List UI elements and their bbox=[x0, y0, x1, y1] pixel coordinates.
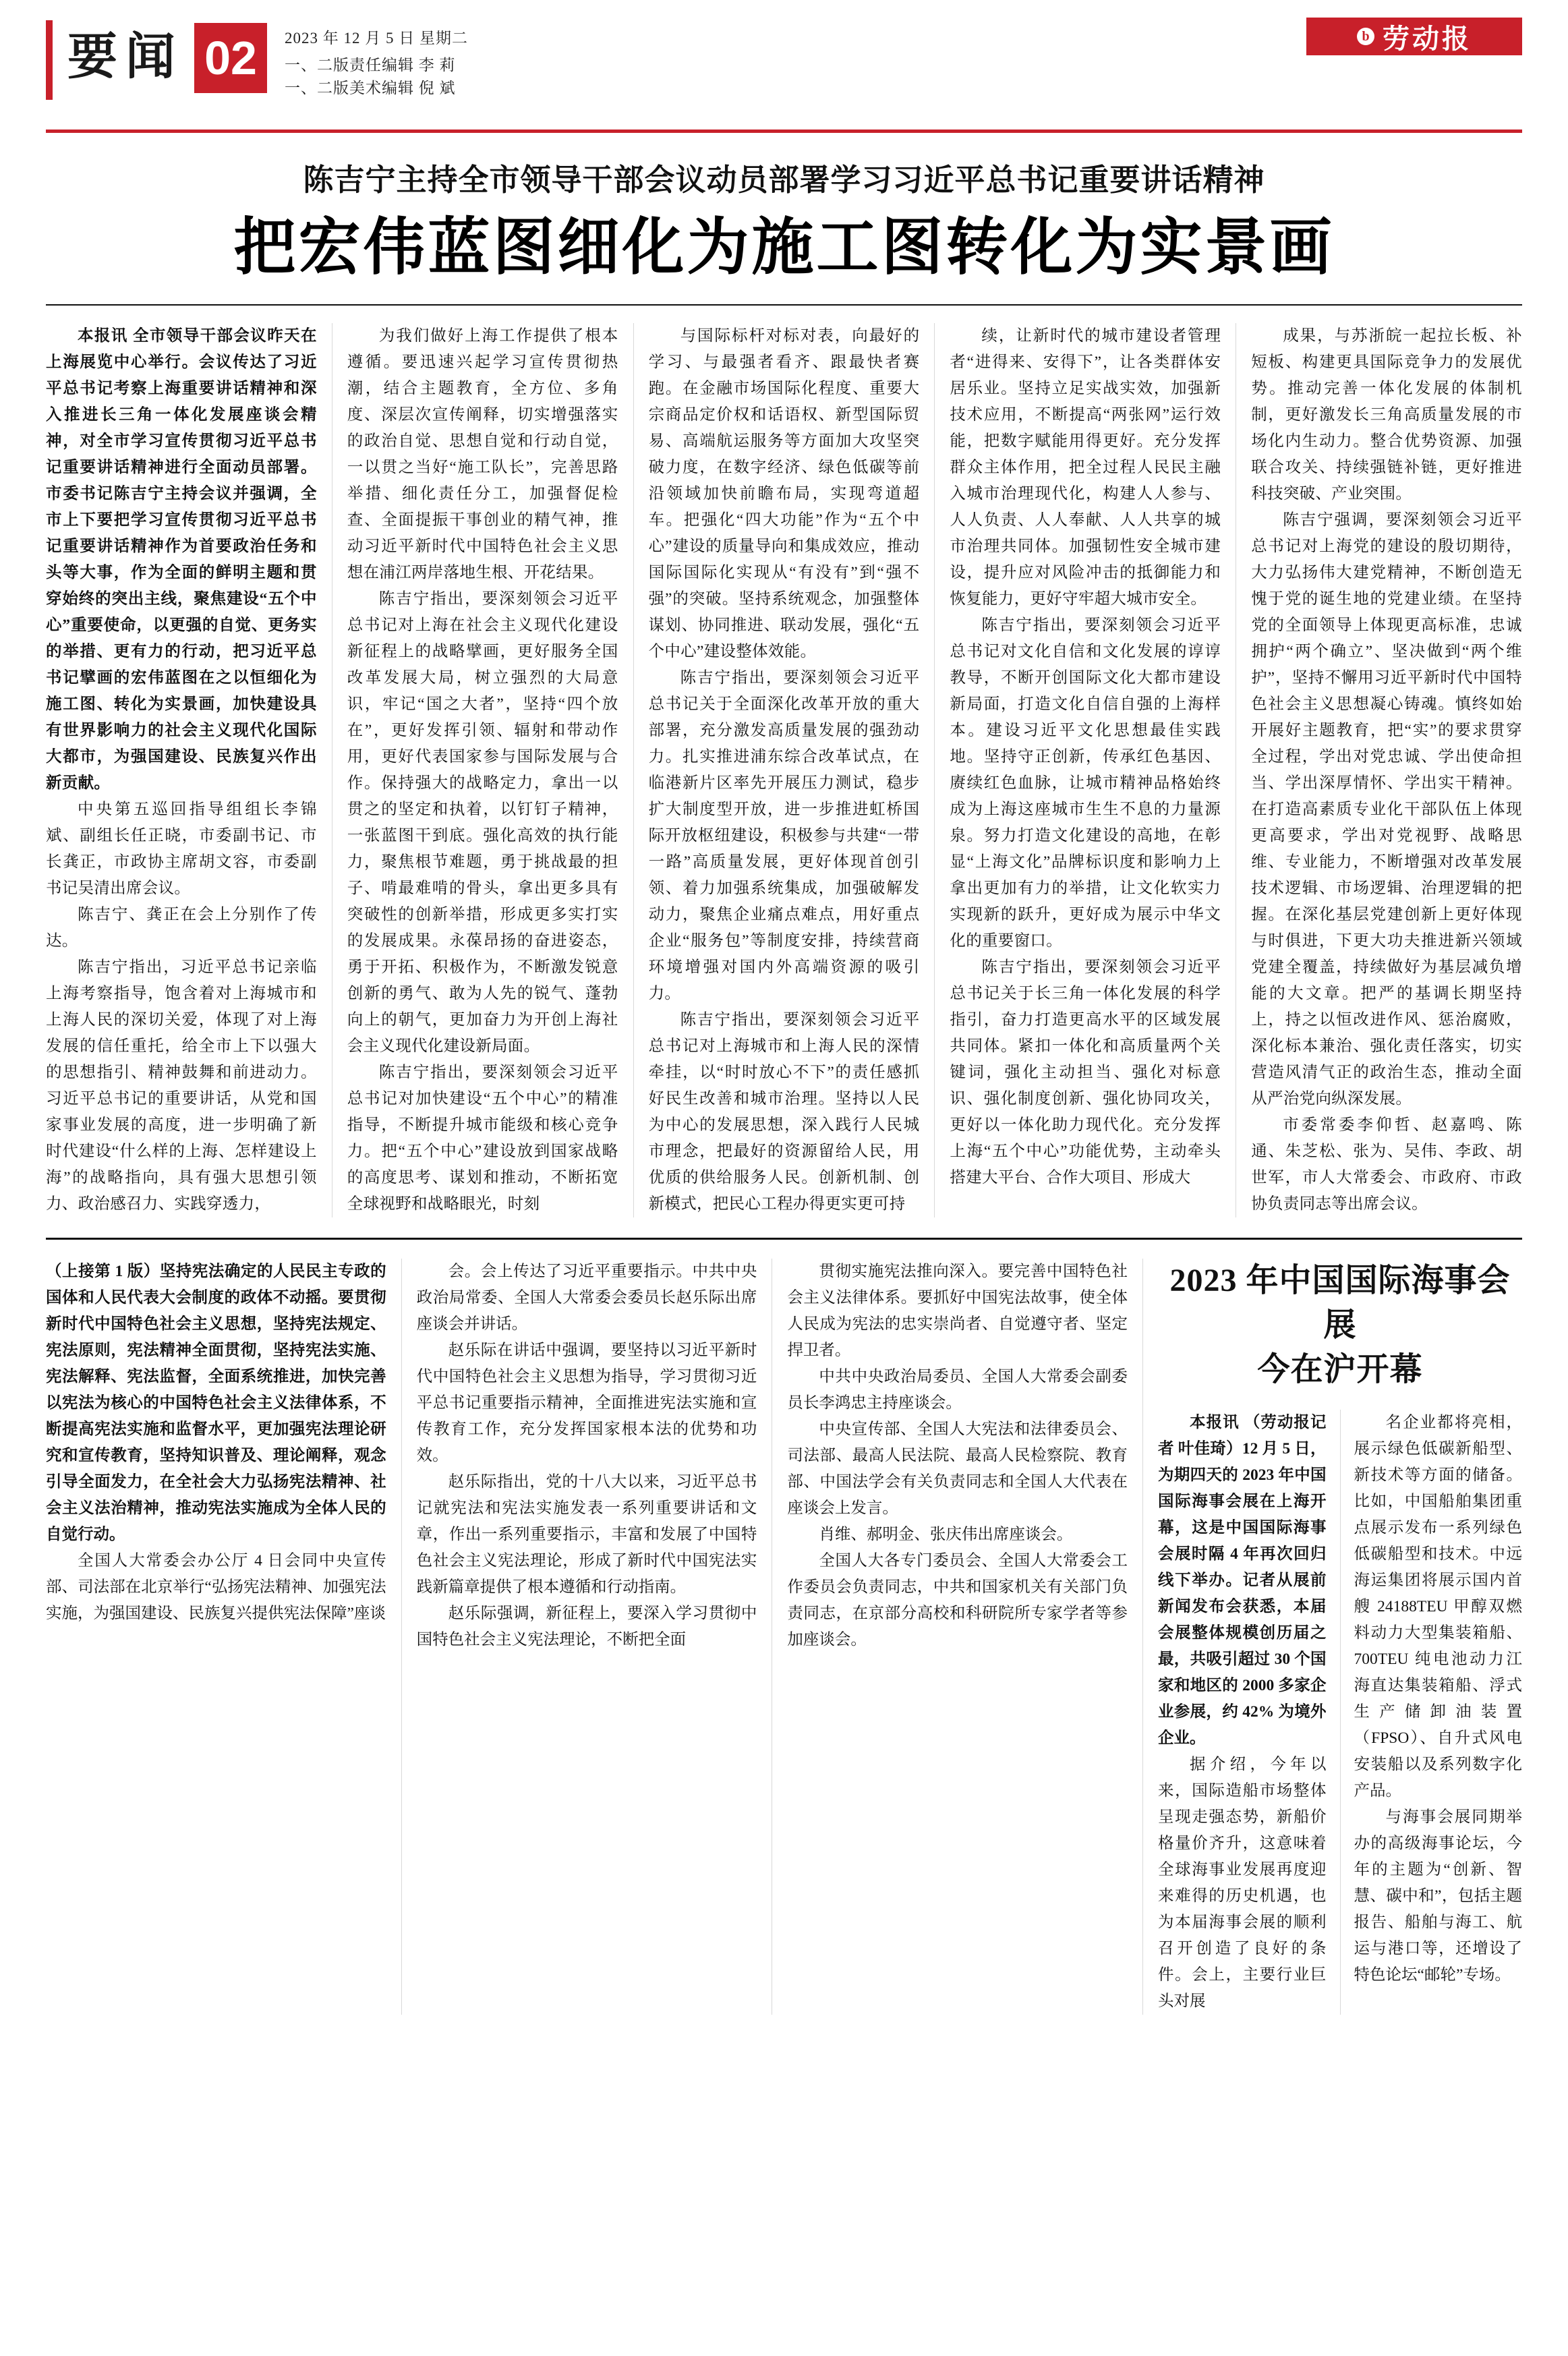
publication-date: 2023 年 12 月 5 日 星期二 bbox=[285, 30, 468, 47]
paragraph: 与国际标杆对标对表，向最好的学习、与最强者看齐、跟最快者赛跑。在金融市场国际化程度、重要大宗商品定价权和话语权、新型国际贸易、高端航运服务等方面加大攻坚突破力度，在数字经济、绿色低碳等前沿领域加快前瞻布局，实现弯道超车。把强化“四大功能”作为“五个中心”建设的质量导向和集成效应，推动国际国际化实现从“有没有”到“强不强”的突破。坚持系统观念，加强整体谋划、协同推进、联动发展，强化“五个中心”建设整体效能。 bbox=[648, 327, 920, 660]
paragraph: 为我们做好上海工作提供了根本遵循。要迅速兴起学习宣传贯彻热潮，结合主题教育，全方位、多角度、深层次宣传阐释，切实增强落实的政治自觉、思想自觉和行动自觉，一以贯之当好“施工队长”，完善思路举措、细化责任分工，加强督促检查、全面提振干事创业的精气神，推动习近平新时代中国特色社会主义思想在浦江两岸落地生根、开花结果。 bbox=[347, 327, 618, 581]
continuation-column bbox=[46, 1259, 402, 2015]
logo-text: 劳动报 bbox=[1383, 23, 1472, 54]
paragraph: 赵乐际强调，新征程上，要深入学习贯彻中国特色社会主义宪法理论，不断把全面 bbox=[416, 1605, 757, 1648]
paragraph: 陈吉宁指出，要深刻领会习近平总书记对文化自信和文化发展的谆谆教导，不断开创国际文化大都市建设新局面，打造文化自信自强的上海样本。建设习近平文化思想最佳实践地。坚持守正创新，传承红色基因、赓续红色血脉，让城市精神品格始终成为上海这座城市生生不息的力量源泉。努力打造文化建设的高地，在彰显“上海文化”品牌标识度和影响力上拿出更加有力的举措，让文化软实力实现新的跃升，更好成为展示中华文化的重要窗口。 bbox=[950, 616, 1221, 950]
paragraph: 全国人大常委会办公厅 4 日会同中央宣传部、司法部在北京举行“弘扬宪法精神、加强宪法实施，为强国建设、民族复兴提供宪法保障”座谈 bbox=[46, 1552, 386, 1622]
art-editor: 一、二版美术编辑 倪 斌 bbox=[285, 80, 456, 96]
paragraph: 陈吉宁指出，习近平总书记亲临上海考察指导，饱含着对上海城市和上海人民的深切关爱，体现了对上海发展的信任重托，给全市上下以强大的思想指引、精神鼓舞和前进动力。习近平总书记的重要讲话，从党和国家事业发展的高度，进一步明确了新时代建设“什么样的上海、怎样建设上海”的战略指向，具有强大思想引领力、政治感召力、实践穿透力， bbox=[46, 958, 317, 1213]
main-headline: 把宏伟蓝图细化为施工图转化为实景画 bbox=[233, 213, 1335, 282]
paragraph: 与海事会展同期举办的高级海事论坛，今年的主题为“创新、智慧、碳中和”，包括主题报告、船舶与海工、航运与港口等，还增设了特色论坛“邮轮”专场。 bbox=[1354, 1808, 1523, 1984]
paragraph: 会。会上传达了习近平重要指示。中共中央政治局常委、全国人大常委会委员长赵乐际出席座谈会并讲话。 bbox=[416, 1263, 757, 1333]
paragraph: 续，让新时代的城市建设者管理者“进得来、安得下”，让各类群体安居乐业。坚持立足实战实效，加强新技术应用，不断提高“两张网”运行效能，把数字赋能用得更好。充分发挥群众主体作用，把全过程人民民主融入城市治理现代化，构建人人参与、人人负责、人人奉献、人人共享的城市治理共同体。加强韧性安全城市建设，提升应对风险冲击的抵御能力和恢复能力，更好守牢超大城市安全。 bbox=[950, 327, 1221, 608]
lead-article-columns bbox=[46, 306, 1522, 1217]
shoulder-headline: 陈吉宁主持全市领导干部会议动员部署学习习近平总书记重要讲话精神 bbox=[303, 163, 1265, 197]
paragraph: 陈吉宁指出，要深刻领会习近平总书记关于全面深化改革开放的重大部署，充分激发高质量发展的强劲动力。扎实推进浦东综合改革试点，在临港新片区率先开展压力测试，稳步扩大制度型开放，进一步推进虹桥国际开放枢纽建设，积极参与共建“一带一路”高质量发展，更好体现首创引领、着力加强系统集成，加强破解发动力，聚焦企业痛点难点，用好重点企业“服务包”等制度安排，持续营商环境增强对国内外高端资源的吸引力。 bbox=[648, 669, 920, 1002]
headline-block bbox=[46, 133, 1522, 295]
section-title: 要闻 bbox=[67, 30, 183, 85]
paragraph: 肖维、郝明金、张庆伟出席座谈会。 bbox=[819, 1526, 1073, 1543]
paragraph: 市委常委李仰哲、赵嘉鸣、陈通、朱芝松、张为、吴伟、李政、胡世军，市人大常委会、市政府、市政协负责同志等出席会议。 bbox=[1251, 1116, 1522, 1213]
paragraph: 陈吉宁指出，要深刻领会习近平总书记关于长三角一体化发展的科学指引，奋力打造更高水平的区域发展共同体。紧扣一体化和高质量两个关键词，强化主动担当、强化对标意识、强化制度创新、强化协同攻关，更好以一体化助力现代化。充分发挥上海“五个中心”功能优势，主动牵头搭建大平台、合作大项目、形成大 bbox=[950, 958, 1221, 1186]
paragraph: 陈吉宁指出，要深刻领会习近平总书记对上海城市和上海人民的深情牵挂，以“时时放心不下”的责任感抓好民生改善和城市治理。坚持以人民为中心的发展思想，深入践行人民城市理念，把最好的资源留给人民，用优质的供给服务人民。创新机制、创新模式，把民心工程办得更实更可持 bbox=[648, 1011, 920, 1213]
secondary-headline bbox=[1158, 1259, 1522, 1392]
paragraph: 陈吉宁指出，要深刻领会习近平总书记对上海在社会主义现代化建设新征程上的战略擘画，更好服务全国改革发展大局，树立强烈的大局意识，牢记“国之大者”，坚持“四个放在”，更好发挥引领、辐射和带动作用，更好代表国家参与国际发展与合作。保持强大的战略定力，拿出一以贯之的坚定和执着，以钉钉子精神，一张蓝图干到底。强化高效的执行能力，聚焦根节难题，勇于挑战最的担子、啃最难啃的骨头，拿出更多具有突破性的创新举措，形成更多实打实的发展成果。永葆昂扬的奋进姿态，勇于开拓、积极作为，不断激发锐意创新的勇气、敢为人先的锐气、蓬勃向上的朝气，更加奋力为开创上海社会主义现代化建设新局面。 bbox=[347, 590, 618, 1055]
paragraph: 赵乐际在讲话中强调，要坚持以习近平新时代中国特色社会主义思想为指导，学习贯彻习近平总书记重要指示精神，全面推进宪法实施和宣传教育工作，充分发挥国家根本法的优势和功效。 bbox=[416, 1342, 757, 1464]
article-column bbox=[634, 323, 935, 1217]
paragraph: 陈吉宁强调，要深刻领会习近平总书记对上海党的建设的殷切期待，大力弘扬伟大建党精神，不断创造无愧于党的诞生地的党建业绩。在坚持党的全面领导上体现更高标准，忠诚拥护“两个确立”、坚决做到“两个维护”，坚持不懈用习近平新时代中国特色社会主义思想凝心铸魂。慎终如始开展好主题教育，把“实”的要求贯穿全过程，学出对党忠诚、学出使命担当、学出深厚情怀、学出实干精神。在打造高素质专业化干部队伍上体现更高要求，学出对党视野、战略思维、专业能力，不断增强对改革发展技术逻辑、市场逻辑、治理逻辑的把握。在深化基层党建创新上更好体现与时俱进，下更大功夫推进新兴领域党建全覆盖，持续做好为基层减负增能的大文章。把严的基调长期坚持上，持之以恒改进作风、惩治腐败，深化标本兼治、强化责任落实，切实营造风清气正的政治生态，推动全面从严治党向纵深发展。 bbox=[1251, 511, 1522, 1108]
paragraph: 赵乐际指出，党的十八大以来，习近平总书记就宪法和宪法实施发表一系列重要讲话和文章，作出一系列重要指示，丰富和发展了中国特色社会主义宪法理论，形成了新时代中国宪法实践新篇章提供了根本遵循和行动指南。 bbox=[416, 1473, 757, 1596]
masthead-meta bbox=[285, 18, 468, 100]
article-column bbox=[46, 323, 332, 1217]
paragraph: 本报讯 全市领导干部会议昨天在上海展览中心举行。会议传达了习近平总书记考察上海重要讲话精神和深入推进长三角一体化发展座谈会精神，对全市学习宣传贯彻习近平总书记重要讲话精神进行全面动员部署。市委书记陈吉宁主持会议并强调，全市上下要把学习宣传贯彻习近平总书记重要讲话精神作为首要政治任务和头等大事，作为全面的鲜明主题和贯穿始终的突出主线，聚焦建设“五个中心”重要使命，以更强的自觉、更务实的举措、更有力的行动，把习近平总书记擘画的宏伟蓝图在之以恒细化为施工图、转化为实景画，加快建设具有世界影响力的社会主义现代化国际大都市，为强国建设、民族复兴作出新贡献。 bbox=[46, 327, 317, 792]
paragraph: 陈吉宁、龚正在会上分别作了传达。 bbox=[46, 906, 317, 950]
lower-section bbox=[46, 1240, 1522, 2015]
continuation-column bbox=[402, 1259, 773, 2015]
paragraph: 全国人大各专门委员会、全国人大常委会工作委员会负责同志，中共和国家机关有关部门负责同志，在京部分高校和科研院所专家学者等参加座谈会。 bbox=[787, 1552, 1128, 1648]
article-column bbox=[1341, 1410, 1523, 2015]
logo-mark-icon: b bbox=[1357, 28, 1374, 45]
paragraph-with-byline: 本报讯 （劳动报记者 叶佳琦）12 月 5 日，为期四天的 2023 年中国国际海事会展在上海开幕，这是中国国际海事会展时隔 4 年再次回归线下举办。记者从展前新闻发布会获悉，本届会展整体规模创历届之最，共吸引超过 30 个国家和地区的 2000 多家企业参展，约 42% 为境外企业。 bbox=[1158, 1414, 1327, 1747]
paragraph: 贯彻实施宪法推向深入。要完善中国特色社会主义法律体系。要抓好中国宪法故事，使全体人民成为宪法的忠实崇尚者、自觉遵守者、坚定捍卫者。 bbox=[787, 1263, 1128, 1359]
article-column bbox=[1158, 1410, 1341, 2015]
masthead bbox=[46, 0, 1522, 133]
article-column bbox=[1236, 323, 1522, 1217]
responsible-editor: 一、二版责任编辑 李 莉 bbox=[285, 57, 456, 74]
paragraph: 中央宣传部、全国人大宪法和法律委员会、司法部、最高人民法院、最高人民检察院、教育部、中国法学会有关负责同志和全国人大代表在座谈会上发言。 bbox=[787, 1420, 1128, 1517]
secondary-article-columns bbox=[1158, 1410, 1522, 2015]
secondary-headline-line2: 今在沪开幕 bbox=[1257, 1352, 1423, 1387]
newspaper-logo bbox=[1306, 18, 1522, 55]
article-column bbox=[332, 323, 634, 1217]
paragraph: 名企业都将亮相，展示绿色低碳新船型、新技术等方面的储备。比如，中国船舶集团重点展示发布一系列绿色低碳船型和技术。中远海运集团将展示国内首艘 24188TEU 甲醇双燃料动力大型集装箱船、700TEU 纯电池动力江海直达集装箱船、浮式生产储卸油装置（FPSO）、自升式风电安装船以及系列数字化产品。 bbox=[1354, 1414, 1523, 1800]
paragraph: 成果，与苏浙皖一起拉长板、补短板、构建更具国际竞争力的发展优势。推动完善一体化发展的体制机制，更好激发长三角高质量发展的市场化内生动力。整合优势资源、加强联合攻关、持续强链补链，更好推进科技突破、产业突围。 bbox=[1251, 327, 1522, 502]
continuation-column bbox=[772, 1259, 1143, 2015]
paragraph: 陈吉宁指出，要深刻领会习近平总书记对加快建设“五个中心”的精准指导，不断提升城市能级和核心竞争力。把“五个中心”建设放到国家战略的高度思考、谋划和推动，不断拓宽全球视野和战略眼光，时刻 bbox=[347, 1064, 618, 1213]
article-column bbox=[935, 323, 1236, 1217]
paragraph: 中共中央政治局委员、全国人大常委会副委员长李鸿忠主持座谈会。 bbox=[787, 1368, 1128, 1412]
paragraph-continued-from: （上接第 1 版）坚持宪法确定的人民民主专政的国体和人民代表大会制度的政体不动摇。要贯彻新时代中国特色社会主义思想，坚持宪法规定、宪法原则，宪法精神全面贯彻，坚持宪法实施、宪法解释、宪法监督，全面系统推进，加快完善以宪法为核心的中国特色社会主义法律体系，不断提高宪法实施和监督水平，更加强宪法理论研究和宣传教育，坚持知识普及、理论阐释，观念引导全面发力，在全社会大力弘扬宪法精神、社会主义法治精神，推动宪法实施成为全体人民的自觉行动。 bbox=[46, 1263, 386, 1543]
secondary-headline-line1: 2023 年中国国际海事会展 bbox=[1169, 1263, 1511, 1343]
paragraph: 据介绍，今年以来，国际造船市场整体呈现走强态势，新船价格量价齐升，这意味着全球海事业发展再度迎来难得的历史机遇，也为本届海事会展的顺利召开创造了良好的条件。会上，主要行业巨头对展 bbox=[1158, 1756, 1327, 2010]
paragraph: 中央第五巡回指导组组长李锦斌、副组长任正晓，市委副书记、市长龚正，市政协主席胡文容，市委副书记吴清出席会议。 bbox=[46, 801, 317, 897]
masthead-accent-bar bbox=[46, 20, 53, 100]
maritime-expo-article bbox=[1143, 1259, 1522, 2015]
page-number: 02 bbox=[194, 23, 267, 93]
